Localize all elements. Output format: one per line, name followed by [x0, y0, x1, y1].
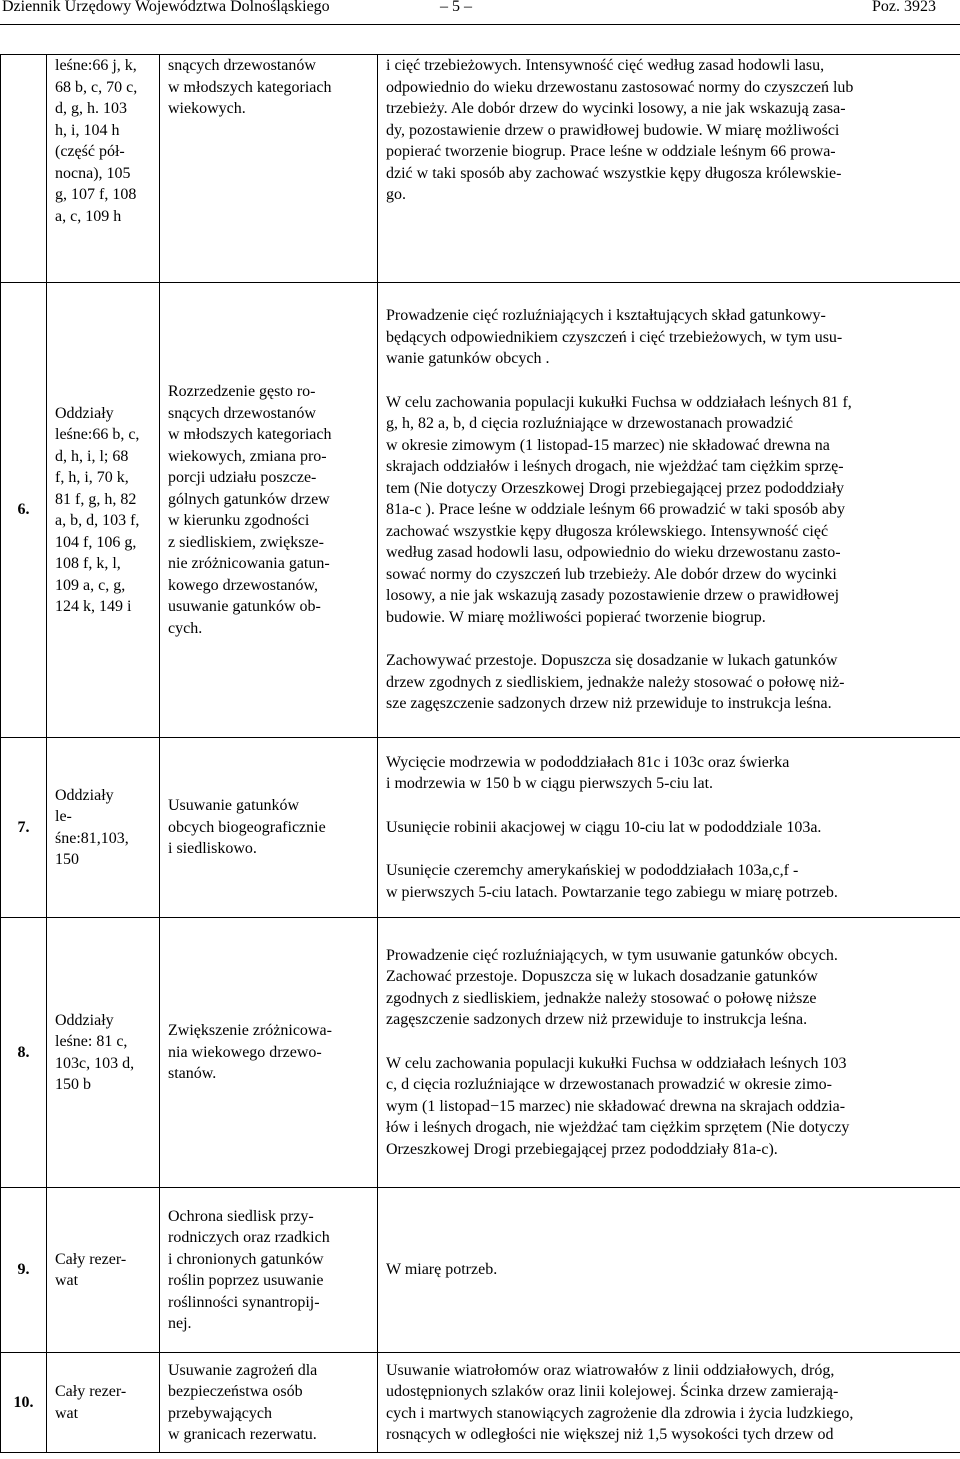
- goal-cell: [160, 918, 378, 1188]
- text-line: dzić w taki sposób aby zachować wszystkie kępy długosza królewskie-: [386, 164, 842, 182]
- action-paragraph: [386, 1053, 952, 1161]
- text-line: rodniczych oraz rzadkich: [168, 1229, 330, 1246]
- text-line: c, d cięcia rozluźniające w drzewostanach prowadzić w okresie zimo-: [386, 1076, 832, 1094]
- text-line: zgodnych z siedliskiem, jednakże należy stosować o połowę niższe: [386, 989, 817, 1007]
- table-row: [1, 1353, 960, 1453]
- text-line: udostępnionych szlaków oraz linii kolejowej. Ścinka drzew zamierają-: [386, 1383, 839, 1400]
- forest-units-cell: [47, 55, 160, 283]
- goal-cell: [160, 738, 378, 918]
- text-line: Zwiększenie zróżnicowa-: [168, 1022, 332, 1040]
- text-line: 108 f, k, l,: [55, 555, 121, 572]
- row-number: 9.: [1, 1188, 47, 1353]
- action-paragraph: [386, 1259, 952, 1281]
- text-line: roślin poprzez usuwanie: [168, 1272, 324, 1289]
- text-line: Cały rezer-: [55, 1250, 127, 1268]
- row-number: 7.: [1, 738, 47, 918]
- text-line: roślinności synantropij-: [168, 1293, 320, 1311]
- text-line: wanie gatunków obcych .: [386, 350, 550, 368]
- text-line: Orzeszkowej Drogi przebiegającej przez pododdziały 81a-c).: [386, 1140, 778, 1158]
- forest-units-cell: [47, 738, 160, 918]
- text-line: 104 f, 106 g,: [55, 533, 137, 551]
- text-line: i modrzewia w 150 b w ciągu pierwszych 5-ciu lat.: [386, 775, 714, 793]
- action-paragraph: [386, 392, 952, 629]
- table-row: [1, 1188, 960, 1353]
- paragraph-gap: [386, 628, 952, 650]
- text-line: śne:81,103,: [55, 829, 129, 847]
- text-line: według zasad hodowli lasu, odpowiednio do wieku drzewostanu zasto-: [386, 544, 841, 562]
- goal-cell: [160, 1188, 378, 1353]
- paragraph-gap: [386, 1031, 952, 1053]
- row-number: 6.: [1, 283, 47, 738]
- text-line: wat: [55, 1404, 79, 1422]
- text-line: nia wiekowego drzewo-: [168, 1043, 322, 1061]
- text-line: budowie. W miarę możliwości popierać tworzenie biogrup.: [386, 608, 766, 626]
- action-paragraph: [386, 945, 952, 1031]
- text-line: wiekowych.: [168, 100, 246, 117]
- table-row: [1, 283, 960, 738]
- text-line: tem (Nie dotyczy Orzeszkowej Drogi przebiegającej przez pododdziały: [386, 479, 845, 497]
- action-paragraph: [386, 860, 952, 903]
- text-line: 150 b: [55, 1076, 91, 1093]
- text-line: leśne: 81 c,: [55, 1033, 128, 1050]
- text-line: z siedliskiem, zwiększe-: [168, 533, 324, 551]
- text-line: porcji udziału poszcze-: [168, 469, 317, 486]
- text-line: zagęszczenie sadzonych drzew niż przewiduje to instrukcja leśna.: [386, 1011, 808, 1029]
- text-line: przebywających: [168, 1404, 272, 1422]
- text-line: Usunięcie robinii akacjowej w ciągu 10-ciu lat w pododdziale 103a.: [386, 818, 822, 836]
- text-line: zachować wszystkie kępy długosza królewskiego. Intensywność cięć: [386, 522, 829, 540]
- text-line: cych.: [168, 619, 203, 637]
- text-line: będących odpowiednikiem czyszczeń i cięć trzebieżowych, w tym usu-: [386, 328, 843, 346]
- position-number: Poz. 3923: [872, 0, 936, 15]
- text-line: snących drzewostanów: [168, 404, 316, 422]
- action-paragraph: [386, 650, 952, 715]
- text-line: sze zagęszczenie sadzonych drzew niż przewiduje to instrukcja leśna.: [386, 695, 832, 713]
- text-line: Oddziały: [55, 786, 114, 804]
- text-line: wat: [55, 1272, 79, 1289]
- action-paragraph: [386, 752, 952, 795]
- text-line: Prowadzenie cięć rozluźniających, w tym usuwanie gatunków obcych.: [386, 946, 838, 964]
- page-number: – 5 –: [440, 0, 472, 15]
- text-line: g, h, 82 a, b, d cięcia rozluźniające w drzewostanach prowadzić: [386, 415, 793, 433]
- text-line: Usuwanie gatunków: [168, 797, 300, 815]
- table-row: [1, 738, 960, 918]
- text-line: i cięć trzebieżowych. Intensywność cięć według zasad hodowli lasu,: [386, 57, 825, 74]
- text-line: f, h, i, 70 k,: [55, 469, 129, 486]
- text-line: 103c, 103 d,: [55, 1054, 135, 1072]
- action-paragraph: [386, 305, 952, 370]
- text-line: Zachowywać przestoje. Dopuszcza się dosadzanie w lukach gatunków: [386, 652, 838, 670]
- text-line: dy, pozostawienie drzew o prawidłowej budowie. W miarę możliwości: [386, 121, 840, 139]
- text-line: Wycięcie modrzewia w pododdziałach 81c i 103c oraz świerka: [386, 753, 790, 771]
- paragraph-gap: [386, 370, 952, 392]
- forest-units-cell: [47, 918, 160, 1188]
- text-line: leśne:66 b, c,: [55, 426, 140, 443]
- action-paragraph: [386, 1360, 952, 1446]
- text-line: w młodszych kategoriach: [168, 78, 332, 96]
- text-line: Rozrzedzenie gęsto ro-: [168, 383, 316, 400]
- journal-title: Dziennik Urzędowy Województwa Dolnośląskiego: [2, 0, 330, 15]
- actions-cell: [378, 918, 960, 1188]
- text-line: 109 a, c, g,: [55, 576, 126, 594]
- text-line: i chronionych gatunków: [168, 1250, 324, 1268]
- text-line: Usunięcie czeremchy amerykańskiej w pododdziałach 103a,c,f -: [386, 862, 799, 880]
- actions-cell: [378, 1353, 960, 1453]
- paragraph-gap: [386, 838, 952, 860]
- text-line: (część pół-: [55, 143, 125, 160]
- text-line: losowy, a nie jak wskazują zasady pozostawienie drzew o prawidłowej: [386, 587, 840, 605]
- text-line: Cały rezer-: [55, 1383, 127, 1400]
- actions-cell: [378, 55, 960, 283]
- actions-cell: [378, 283, 960, 738]
- row-number: [1, 55, 47, 283]
- text-line: cych i martwych stanowiących zagrożenie dla zdrowia i życia ludzkiego,: [386, 1404, 854, 1422]
- text-line: Usuwanie wiatrołomów oraz wiatrowałów z linii oddziałowych, dróg,: [386, 1361, 835, 1379]
- text-line: le-: [55, 808, 72, 825]
- text-line: nocna), 105: [55, 164, 131, 182]
- text-line: Oddziały: [55, 1011, 114, 1029]
- text-line: Usuwanie zagrożeń dla: [168, 1361, 318, 1379]
- text-line: w pierwszych 5-ciu latach. Powtarzanie tego zabiegu w miarę potrzeb.: [386, 883, 838, 901]
- text-line: Oddziały: [55, 404, 114, 422]
- forest-units-cell: [47, 283, 160, 738]
- goal-cell: [160, 283, 378, 738]
- text-line: snących drzewostanów: [168, 57, 316, 74]
- row-number: 10.: [1, 1353, 47, 1453]
- text-line: kowego drzewostanów,: [168, 576, 319, 594]
- text-line: drzew zgodnych z siedliskiem, jednakże należy stosować o połowę niż-: [386, 673, 845, 691]
- text-line: 81 f, g, h, 82: [55, 490, 137, 508]
- text-line: w okresie zimowym (1 listopad-15 marzec) nie składować drewna na: [386, 436, 830, 454]
- text-line: g, 107 f, 108: [55, 186, 137, 203]
- text-line: w kierunku zgodności: [168, 512, 310, 529]
- text-line: w granicach rezerwatu.: [168, 1426, 317, 1443]
- actions-cell: [378, 1188, 960, 1353]
- text-line: popierać tworzenie biogrup. Prace leśne w oddziale leśnym 66 prowa-: [386, 143, 836, 160]
- text-line: stanów.: [168, 1065, 217, 1083]
- action-paragraph: [386, 55, 952, 206]
- text-line: 150: [55, 851, 79, 868]
- text-line: wym (1 listopad−15 marzec) nie składować drewna na skrajach oddzia-: [386, 1097, 846, 1115]
- text-line: d, h, i, l; 68: [55, 447, 129, 465]
- action-paragraph: [386, 817, 952, 839]
- paragraph-gap: [386, 795, 952, 817]
- text-line: 124 k, 149 i: [55, 598, 132, 615]
- text-line: h, i, 104 h: [55, 121, 120, 139]
- text-line: skrajach oddziałów i leśnych drogach, nie wjeżdżać tam ciężkim sprzę-: [386, 458, 844, 476]
- text-line: W celu zachowania populacji kukułki Fuchsa w oddziałach leśnych 81 f,: [386, 393, 852, 411]
- text-line: i siedliskowo.: [168, 840, 257, 858]
- text-line: nie zróżnicowania gatun-: [168, 555, 330, 572]
- text-line: trzebieży. Ale dobór drzew do wycinki losowy, a nie jak wskazują zasa-: [386, 100, 846, 117]
- forest-units-cell: [47, 1188, 160, 1353]
- text-line: usuwanie gatunków ob-: [168, 598, 321, 615]
- text-line: Prowadzenie cięć rozluźniających i kształtujących skład gatunkowy-: [386, 307, 826, 325]
- text-line: rosnących w odległości nie większej niż 1,5 wysokości tych drzew od: [386, 1426, 834, 1443]
- text-line: W celu zachowania populacji kukułki Fuchsa w oddziałach leśnych 103: [386, 1054, 847, 1072]
- text-line: W miarę potrzeb.: [386, 1261, 498, 1279]
- text-line: w młodszych kategoriach: [168, 426, 332, 443]
- actions-cell: [378, 738, 960, 918]
- measures-table: [0, 54, 960, 1453]
- text-line: Zachować przestoje. Dopuszcza się w lukach dosadzanie gatunków: [386, 968, 818, 986]
- goal-cell: [160, 1353, 378, 1453]
- header-rule: [0, 24, 960, 25]
- page-header: [0, 0, 960, 22]
- text-line: sować normy do czyszczeń lub trzebieży. Ale dobór drzew do wycinki: [386, 565, 837, 583]
- forest-units-cell: [47, 1353, 160, 1453]
- text-line: odpowiednio do wieku drzewostanu zastosować normy do czyszczeń lub: [386, 78, 854, 96]
- text-line: a, b, d, 103 f,: [55, 512, 140, 529]
- text-line: łów i leśnych drogach, nie wjeżdżać tam ciężkim sprzętem (Nie dotyczy: [386, 1119, 850, 1137]
- text-line: gólnych gatunków drzew: [168, 490, 330, 508]
- text-line: Ochrona siedlisk przy-: [168, 1207, 314, 1225]
- text-line: 81a-c ). Prace leśne w oddziale leśnym 66 prowadzić w taki sposób aby: [386, 501, 845, 519]
- text-line: wiekowych, zmiana pro-: [168, 447, 327, 465]
- row-number: 8.: [1, 918, 47, 1188]
- text-line: nej.: [168, 1315, 192, 1332]
- table-row: [1, 55, 960, 283]
- table-row: [1, 918, 960, 1188]
- text-line: bezpieczeństwa osób: [168, 1383, 303, 1400]
- goal-cell: [160, 55, 378, 283]
- text-line: leśne:66 j, k,: [55, 57, 137, 74]
- text-line: 68 b, c, 70 c,: [55, 78, 138, 96]
- text-line: a, c, 109 h: [55, 207, 122, 225]
- text-line: d, g, h. 103: [55, 100, 127, 117]
- text-line: go.: [386, 186, 406, 203]
- text-line: obcych biogeograficznie: [168, 818, 326, 836]
